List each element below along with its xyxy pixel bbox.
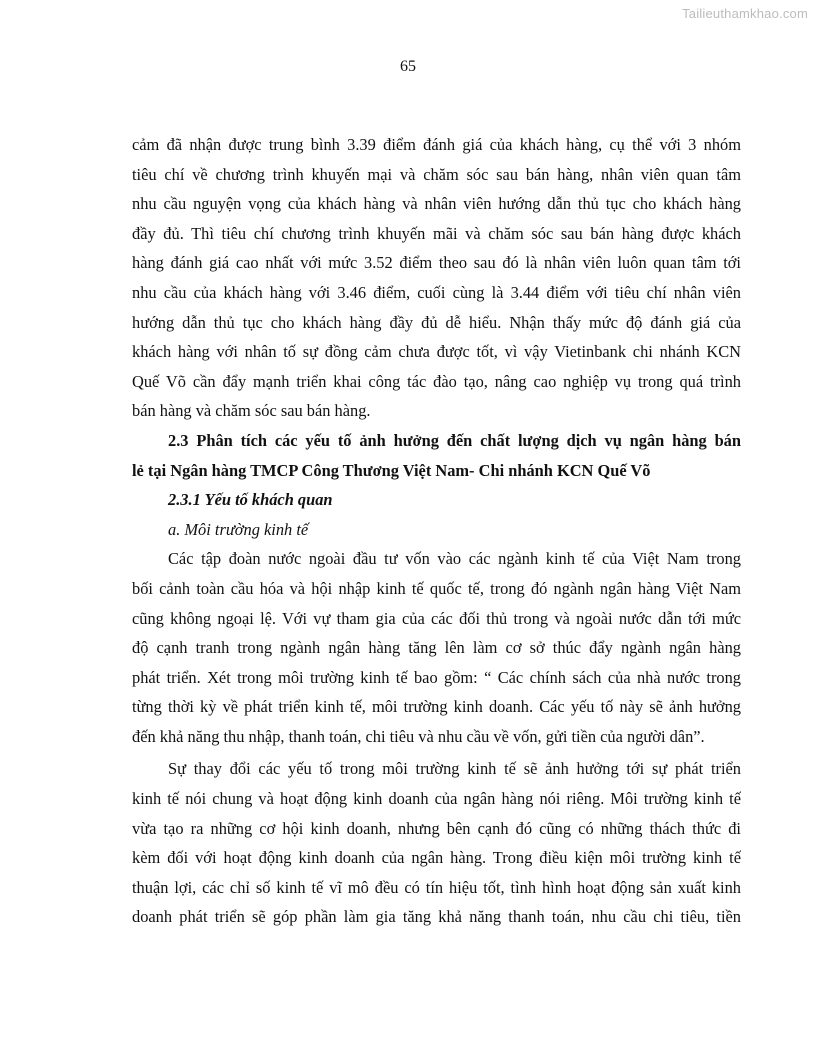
text-line: phát triển. Xét trong môi trường kinh tế bao gồm: “ Các chính sách của nhà nước trong [132, 667, 741, 687]
text-line: bối cảnh toàn cầu hóa và hội nhập kinh tế quốc tế, trong đó ngành ngân hàng Việt Nam [132, 578, 741, 598]
text-line: Quế Võ cần đẩy mạnh triển khai công tác đào tạo, nâng cao nghiệp vụ trong quá trình [132, 371, 741, 391]
text-line: đầy đủ. Thì tiêu chí chương trình khuyến mãi và chăm sóc sau bán hàng được khách [132, 223, 741, 243]
text-line: cảm đã nhận được trung bình 3.39 điểm đánh giá của khách hàng, cụ thể với 3 nhóm [132, 135, 741, 154]
text-line: kinh tế nói chung và hoạt động kinh doanh của ngân hàng nói riêng. Môi trường kinh tế [132, 789, 741, 809]
sub-item-heading: a. Môi trường kinh tế [168, 519, 309, 539]
page-body [132, 130, 741, 932]
text-line: cũng không ngoại lệ. Với vự tham gia của các đối thủ trong và ngoài nước dẫn tới mức [132, 608, 741, 628]
text-line: nhu cầu của khách hàng với 3.46 điểm, cuối cùng là 3.44 điểm với tiêu chí nhân viên [132, 282, 741, 302]
text-line: Các tập đoàn nước ngoài đầu tư vốn vào các ngành kinh tế của Việt Nam trong [168, 549, 741, 569]
text-line: hàng đánh giá cao nhất với mức 3.52 điểm theo sau đó là nhân viên luôn quan tâm tới [132, 253, 741, 273]
subsection-heading: 2.3.1 Yếu tố khách quan [168, 490, 333, 510]
page-number: 65 [400, 58, 416, 75]
text-line: từng thời kỳ về phát triển kinh tế, môi trường kinh doanh. Các yếu tố này sẽ ảnh hưởng [132, 697, 741, 717]
section-heading-line: lẻ tại Ngân hàng TMCP Công Thương Việt Nam- Chi nhánh KCN Quế Võ [132, 460, 651, 480]
text-line: thuận lợi, các chỉ số kinh tế vĩ mô đều có tín hiệu tốt, tình hình hoạt động sản xuất kinh [132, 877, 741, 897]
text-line: bán hàng và chăm sóc sau bán hàng. [132, 401, 371, 421]
text-line: đến khả năng thu nhập, thanh toán, chi tiêu và nhu cầu về vốn, gửi tiền của người dân”. [132, 726, 705, 746]
text-line: doanh phát triển sẽ góp phần làm gia tăng khả năng thanh toán, nhu cầu chi tiêu, tiền [132, 907, 741, 927]
paragraph-economic-changes [132, 754, 741, 932]
watermark: Tailieuthamkhao.com [682, 6, 808, 21]
section-heading-line: 2.3 Phân tích các yếu tố ảnh hưởng đến chất lượng dịch vụ ngân hàng bán [168, 430, 741, 450]
text-line: khách hàng với nhân tố sự đồng cảm chưa được tốt, vì vậy Vietinbank chi nhánh KCN [132, 342, 741, 362]
text-line: tiêu chí về chương trình khuyến mại và chăm sóc sau bán hàng, nhân viên quan tâm [132, 164, 741, 184]
section-heading [132, 426, 741, 485]
text-line: Sự thay đổi các yếu tố trong môi trường kinh tế sẽ ảnh hưởng tới sự phát triển [168, 759, 741, 779]
text-line: kèm đối với hoạt động kinh doanh của ngân hàng. Trong điều kiện môi trường kinh tế [132, 848, 741, 868]
text-line: độ cạnh tranh trong ngành ngân hàng tăng lên làm cơ sở thúc đẩy ngành ngân hàng [132, 638, 741, 658]
paragraph-empathy-summary [132, 130, 741, 426]
text-line: nhu cầu nguyện vọng của khách hàng và nhân viên hướng dẫn thủ tục cho khách hàng [132, 194, 741, 214]
text-line: vừa tạo ra những cơ hội kinh doanh, nhưng bên cạnh đó cũng có những thách thức đi [132, 818, 741, 838]
text-line: hướng dẫn thủ tục cho khách hàng đầy đủ dễ hiểu. Nhận thấy mức độ đánh giá của [132, 312, 741, 332]
paragraph-economic-environment [132, 544, 741, 751]
